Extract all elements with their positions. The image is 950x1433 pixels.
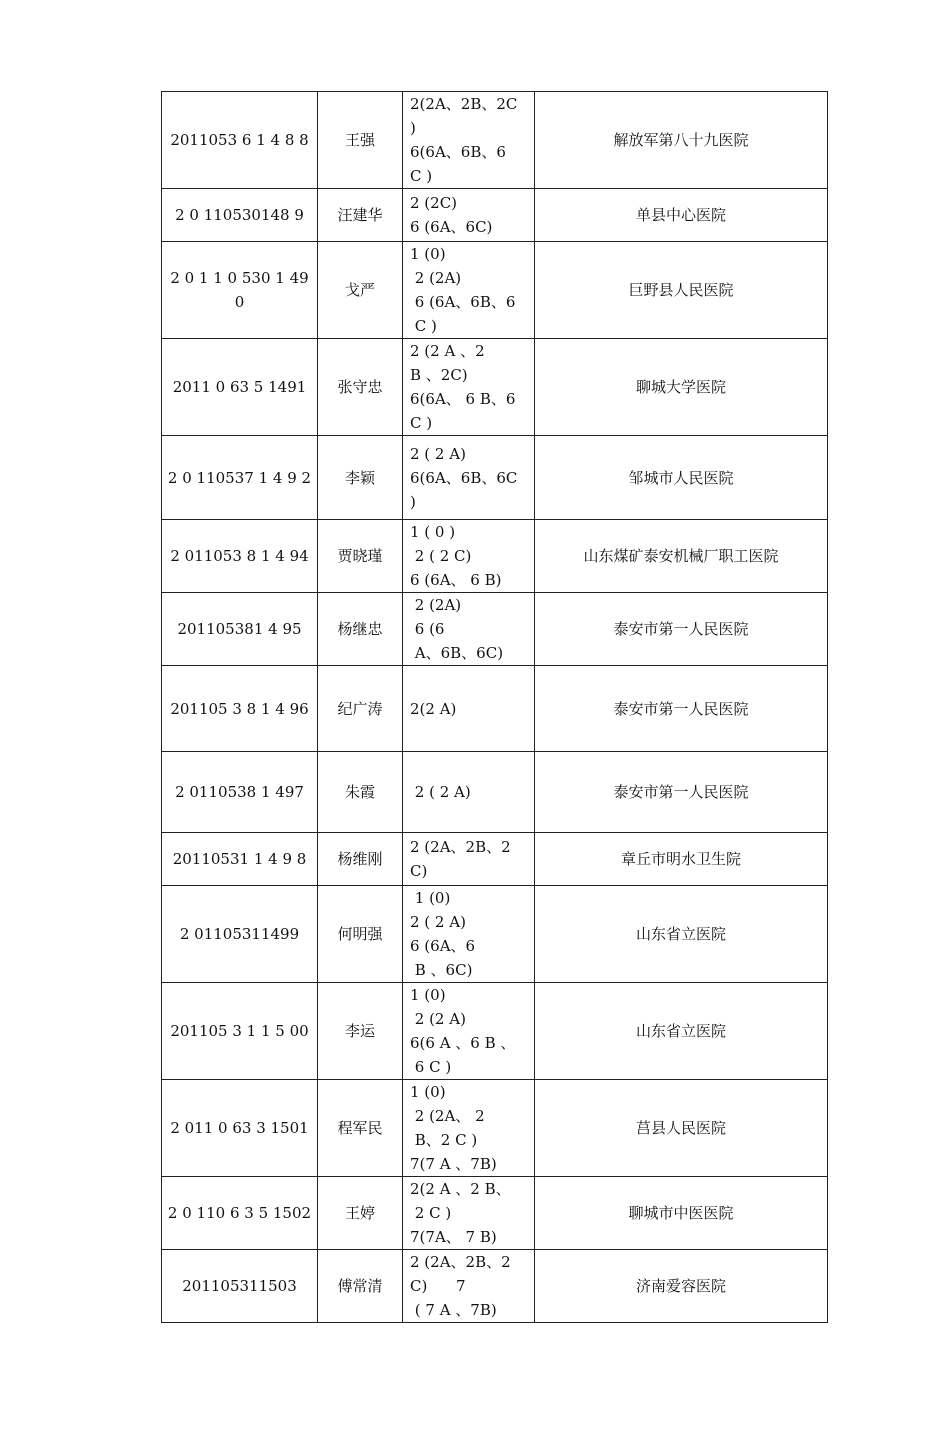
- category-line: 2 (2A): [410, 269, 462, 287]
- category-line: 6 (6A、6B、6: [410, 293, 516, 311]
- table-row: [162, 436, 828, 520]
- category-line: C ): [410, 167, 433, 185]
- hospital-name: 山东省立医院: [535, 886, 828, 983]
- table-row: [162, 520, 828, 593]
- hospital-name: 聊城市中医医院: [535, 1177, 828, 1250]
- category-line: C ): [410, 317, 437, 335]
- table-row: [162, 1177, 828, 1250]
- category-details: [403, 752, 535, 833]
- registration-code: 2011 0 63 5 1491: [162, 339, 318, 436]
- category-line: B 、2C): [410, 366, 468, 384]
- registration-code: 20110531 1 4 9 8: [162, 833, 318, 886]
- hospital-name: 泰安市第一人民医院: [535, 752, 828, 833]
- person-name: 杨维刚: [318, 833, 403, 886]
- category-line: 2 (2 A): [410, 1010, 466, 1028]
- registration-code: 201105 3 1 1 5 00: [162, 983, 318, 1080]
- category-line: 1 (0): [410, 245, 446, 263]
- person-name: 王强: [318, 92, 403, 189]
- category-line: A、6B、6C): [410, 644, 504, 662]
- table-row: [162, 1080, 828, 1177]
- category-line: 7(7 A 、7B): [410, 1155, 497, 1173]
- category-line: 2 (2A): [410, 596, 462, 614]
- category-line: B 、6C): [410, 961, 473, 979]
- person-name: 王婷: [318, 1177, 403, 1250]
- registration-code: 2011053 6 1 4 8 8: [162, 92, 318, 189]
- category-line: C): [410, 862, 428, 880]
- category-line: 2 ( 2 A): [410, 444, 466, 463]
- category-line: 2 (2A、2B、2: [410, 1253, 511, 1271]
- category-details: [403, 886, 535, 983]
- person-name: 纪广涛: [318, 666, 403, 752]
- category-details: [403, 1250, 535, 1323]
- category-line: 6(6A、 6 B、6: [410, 390, 516, 408]
- category-line: 2 ( 2 A): [410, 913, 466, 931]
- registration-code: 2 0110538 1 497: [162, 752, 318, 833]
- category-details: [403, 1080, 535, 1177]
- category-line: 6(6 A 、6 B 、: [410, 1034, 516, 1052]
- category-line: 7(7A、 7 B): [410, 1228, 497, 1246]
- hospital-name: 聊城大学医院: [535, 339, 828, 436]
- hospital-name: 解放军第八十九医院: [535, 92, 828, 189]
- category-details: [403, 666, 535, 752]
- person-name: 朱霞: [318, 752, 403, 833]
- table-row: [162, 886, 828, 983]
- table-row: [162, 92, 828, 189]
- table-row: [162, 666, 828, 752]
- hospital-name: 莒县人民医院: [535, 1080, 828, 1177]
- category-line: 6 C ): [410, 1058, 452, 1076]
- category-details: [403, 833, 535, 886]
- registration-code: 2 0 110530148 9: [162, 189, 318, 242]
- hospital-name: 单县中心医院: [535, 189, 828, 242]
- category-line: 2(2A、2B、2C: [410, 95, 518, 113]
- category-line: ): [410, 492, 416, 511]
- table-row: [162, 189, 828, 242]
- hospital-name: 巨野县人民医院: [535, 242, 828, 339]
- person-name: 程军民: [318, 1080, 403, 1177]
- category-details: [403, 436, 535, 520]
- hospital-name: 泰安市第一人民医院: [535, 593, 828, 666]
- category-details: [403, 92, 535, 189]
- category-line: 1 (0): [410, 1083, 446, 1101]
- category-line: 1 (0): [410, 986, 446, 1004]
- category-details: [403, 520, 535, 593]
- registration-code: 201105381 4 95: [162, 593, 318, 666]
- hospital-name: 泰安市第一人民医院: [535, 666, 828, 752]
- table-row: [162, 593, 828, 666]
- person-name: 贾晓瑾: [318, 520, 403, 593]
- category-line: 6 (6A、6C): [410, 218, 493, 236]
- category-line: 2 (2 A 、2: [410, 342, 485, 360]
- category-line: B、2 C ): [410, 1131, 478, 1149]
- category-line: 2 (2A、2B、2: [410, 838, 511, 856]
- category-line: C) 7: [410, 1277, 466, 1295]
- registration-code: 2 011 0 63 3 1501: [162, 1080, 318, 1177]
- table-row: [162, 833, 828, 886]
- category-details: [403, 1177, 535, 1250]
- person-name: 杨继忠: [318, 593, 403, 666]
- category-line: 6(6A、6B、6: [410, 143, 506, 161]
- person-name: 李颖: [318, 436, 403, 520]
- person-name: 何明强: [318, 886, 403, 983]
- category-line: ): [410, 119, 416, 137]
- person-name: 汪建华: [318, 189, 403, 242]
- hospital-name: 章丘市明水卫生院: [535, 833, 828, 886]
- category-line: 1 (0): [410, 889, 451, 907]
- category-line: 6 (6A、 6 B): [410, 571, 502, 589]
- registration-code: 2 0 110 6 3 5 1502: [162, 1177, 318, 1250]
- registration-code: 2 0 1 1 0 530 1 490: [162, 242, 318, 339]
- table-row: [162, 752, 828, 833]
- category-details: [403, 242, 535, 339]
- hospital-name: 山东省立医院: [535, 983, 828, 1080]
- category-details: [403, 189, 535, 242]
- category-details: [403, 339, 535, 436]
- registration-code: 201105 3 8 1 4 96: [162, 666, 318, 752]
- registry-table: [161, 91, 828, 1323]
- category-line: 1 ( 0 ): [410, 523, 456, 541]
- category-line: 2 (2A、 2: [410, 1107, 485, 1125]
- person-name: 张守忠: [318, 339, 403, 436]
- category-line: 2(2 A): [410, 699, 457, 718]
- category-line: C ): [410, 414, 433, 432]
- hospital-name: 山东煤矿泰安机械厂职工医院: [535, 520, 828, 593]
- category-line: 6(6A、6B、6C: [410, 468, 518, 487]
- category-line: 6 (6: [410, 620, 445, 638]
- registration-code: 2 01105311499: [162, 886, 318, 983]
- registration-code: 201105311503: [162, 1250, 318, 1323]
- person-name: 戈严: [318, 242, 403, 339]
- category-details: [403, 983, 535, 1080]
- category-details: [403, 593, 535, 666]
- registration-code: 2 0 110537 1 4 9 2: [162, 436, 318, 520]
- person-name: 傅常清: [318, 1250, 403, 1323]
- table-row: [162, 983, 828, 1080]
- person-name: 李运: [318, 983, 403, 1080]
- table-row: [162, 339, 828, 436]
- table-body: [162, 92, 828, 1323]
- category-line: 2 ( 2 A): [410, 783, 471, 801]
- table-row: [162, 1250, 828, 1323]
- hospital-name: 邹城市人民医院: [535, 436, 828, 520]
- category-line: 2 (2C): [410, 194, 458, 212]
- category-line: 2(2 A 、2 B、: [410, 1180, 511, 1198]
- hospital-name: 济南爱容医院: [535, 1250, 828, 1323]
- category-line: 2 C ): [410, 1204, 452, 1222]
- category-line: 6 (6A、6: [410, 937, 476, 955]
- category-line: ( 7 A 、7B): [410, 1301, 497, 1319]
- registration-code: 2 011053 8 1 4 94: [162, 520, 318, 593]
- table-row: [162, 242, 828, 339]
- category-line: 2 ( 2 C): [410, 547, 472, 565]
